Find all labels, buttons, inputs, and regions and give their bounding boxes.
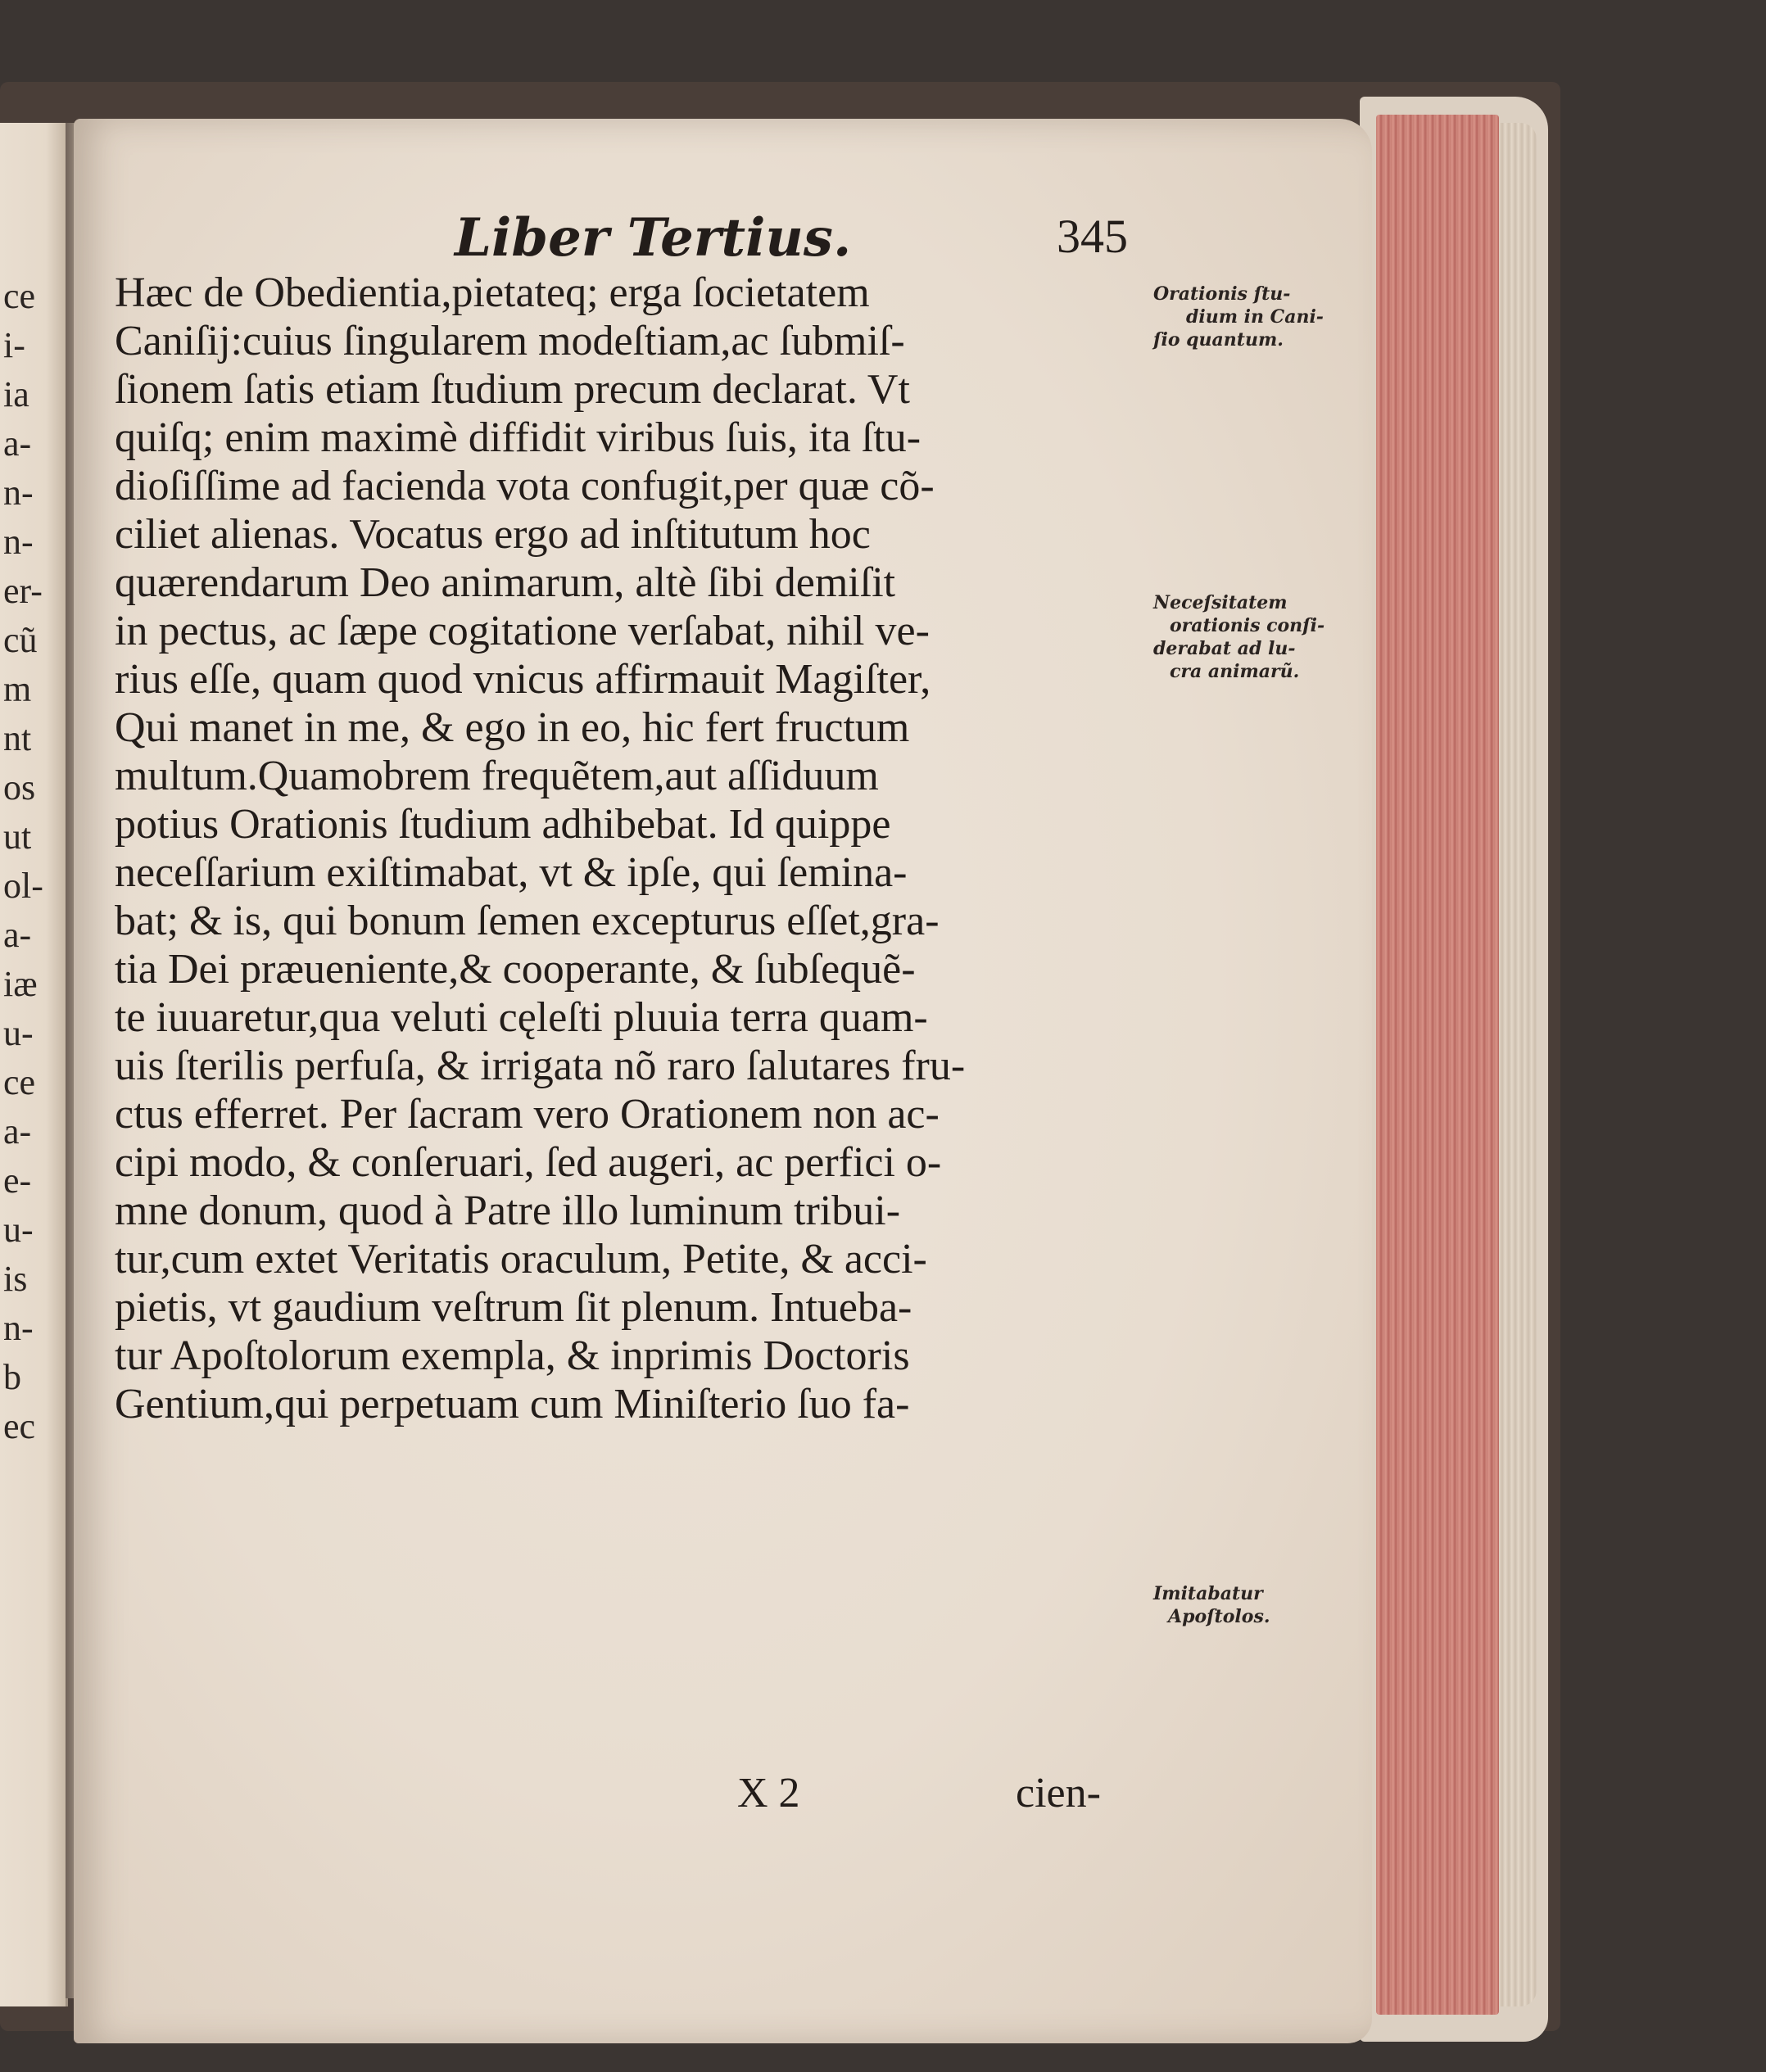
- body-line: Gentium,qui perpetuam cum Miniſterio ſuo fa-: [115, 1381, 910, 1427]
- left-page-fragment: ol-: [3, 868, 43, 904]
- left-page-fragment: i-: [3, 328, 25, 364]
- body-text: [115, 269, 1139, 1428]
- left-page-fragment: a-: [3, 1114, 32, 1150]
- body-line: neceſſarium exiſtimabat, vt & ipſe, qui ſemina-: [115, 849, 908, 896]
- left-page-fragment: u-: [3, 1016, 34, 1052]
- marginal-note-line: Neceſsitatem: [1153, 592, 1288, 613]
- body-line: bat; & is, qui bonum ſemen excepturus eſſet,gra-: [115, 898, 940, 944]
- marginal-note-line: Apoſtolos.: [1168, 1606, 1270, 1627]
- left-page-fragment: n-: [3, 475, 34, 511]
- body-line: in pectus, ac ſæpe cogitatione verſabat, nihil ve-: [115, 608, 930, 654]
- body-line: tur Apoſtolorum exempla, & inprimis Doctoris: [115, 1332, 910, 1379]
- signature-mark: X 2: [737, 1770, 800, 1816]
- left-page-fragment: b: [3, 1359, 21, 1396]
- marginal-note-line: Imitabatur: [1153, 1583, 1263, 1604]
- left-page-fragment: u-: [3, 1212, 34, 1248]
- body-line: ctus efferret. Per ſacram vero Orationem non ac-: [115, 1091, 940, 1138]
- left-page-fragment: m: [3, 672, 32, 708]
- red-edge: [1376, 115, 1499, 2015]
- marginal-note-line: cra animarũ.: [1170, 661, 1300, 682]
- left-page-fragment: e-: [3, 1163, 32, 1199]
- left-page-fragment: is: [3, 1261, 28, 1297]
- body-line: mne donum, quod à Patre illo luminum tribui-: [115, 1188, 901, 1234]
- left-page-fragment: ce: [3, 278, 36, 314]
- running-title: Liber Tertius.: [455, 207, 852, 269]
- body-line: tia Dei præueniente,& cooperante, & ſubſequẽ-: [115, 946, 916, 993]
- left-page-fragment: cũ: [3, 622, 38, 658]
- left-page-fragment: ut: [3, 819, 32, 855]
- body-line: quiſq; enim maximè diffidit viribus ſuis, ita ſtu-: [115, 414, 921, 461]
- body-line: ciliet alienas. Vocatus ergo ad inſtitutum hoc: [115, 511, 871, 558]
- marginal-note-line: Orationis ſtu-: [1153, 283, 1291, 305]
- body-line: Hæc de Obedientia,pietateq; erga ſocietatem: [115, 269, 870, 316]
- body-line: dioſiſſime ad facienda vota confugit,per quæ cõ-: [115, 463, 935, 509]
- marginal-note-line: orationis conſi-: [1170, 615, 1325, 636]
- running-header: [455, 207, 1151, 269]
- marginal-note: [1153, 591, 1325, 683]
- body-line: Qui manet in me, & ego in eo, hic fert fructum: [115, 704, 910, 751]
- left-page-fragment: os: [3, 770, 36, 806]
- marginal-note-line: ſio quantum.: [1153, 329, 1284, 351]
- body-line: quærendarum Deo animarum, altè ſibi demiſit: [115, 559, 896, 606]
- left-page-fragment: nt: [3, 721, 32, 757]
- body-line: pietis, vt gaudium veſtrum ſit plenum. Intueba-: [115, 1284, 912, 1331]
- left-page-fragment: a-: [3, 426, 32, 462]
- marginal-note-line: derabat ad lu-: [1153, 638, 1296, 659]
- body-line: cipi modo, & conſeruari, ſed augeri, ac perfici o-: [115, 1139, 942, 1186]
- left-page-fragment: ec: [3, 1409, 36, 1445]
- body-line: multum.Quamobrem frequẽtem,aut aſſiduum: [115, 753, 879, 799]
- marginal-note: [1153, 1582, 1321, 1628]
- left-page-fragment: ia: [3, 377, 29, 413]
- fore-edge: [1499, 123, 1537, 2006]
- page-number: 345: [1057, 210, 1128, 263]
- body-line: tur,cum extet Veritatis oraculum, Petite, & acci-: [115, 1236, 927, 1283]
- left-page-fragment: ce: [3, 1065, 36, 1101]
- body-line: te iuuaretur,qua veluti cęleſti pluuia terra quam-: [115, 994, 928, 1041]
- marginal-note: [1153, 283, 1324, 351]
- catchword: cien-: [1016, 1770, 1101, 1816]
- body-line: ſionem ſatis etiam ſtudium precum declarat. Vt: [115, 366, 910, 413]
- body-line: Caniſij:cuius ſingularem modeſtiam,ac ſubmiſ-: [115, 318, 905, 364]
- marginal-note-line: dium in Cani-: [1186, 306, 1324, 328]
- left-page-fragment: n-: [3, 524, 34, 560]
- left-page-fragment: er-: [3, 573, 43, 609]
- left-page: [0, 123, 68, 2006]
- left-page-fragment: a-: [3, 917, 32, 953]
- body-line: uis ſterilis perfuſa, & irrigata nõ raro ſalutares fru-: [115, 1043, 966, 1089]
- left-page-fragment: iæ: [3, 966, 38, 1002]
- left-page-fragment: n-: [3, 1310, 34, 1346]
- body-line: rius eſſe, quam quod vnicus affirmauit Magiſter,: [115, 656, 931, 703]
- body-line: potius Orationis ſtudium adhibebat. Id quippe: [115, 801, 891, 848]
